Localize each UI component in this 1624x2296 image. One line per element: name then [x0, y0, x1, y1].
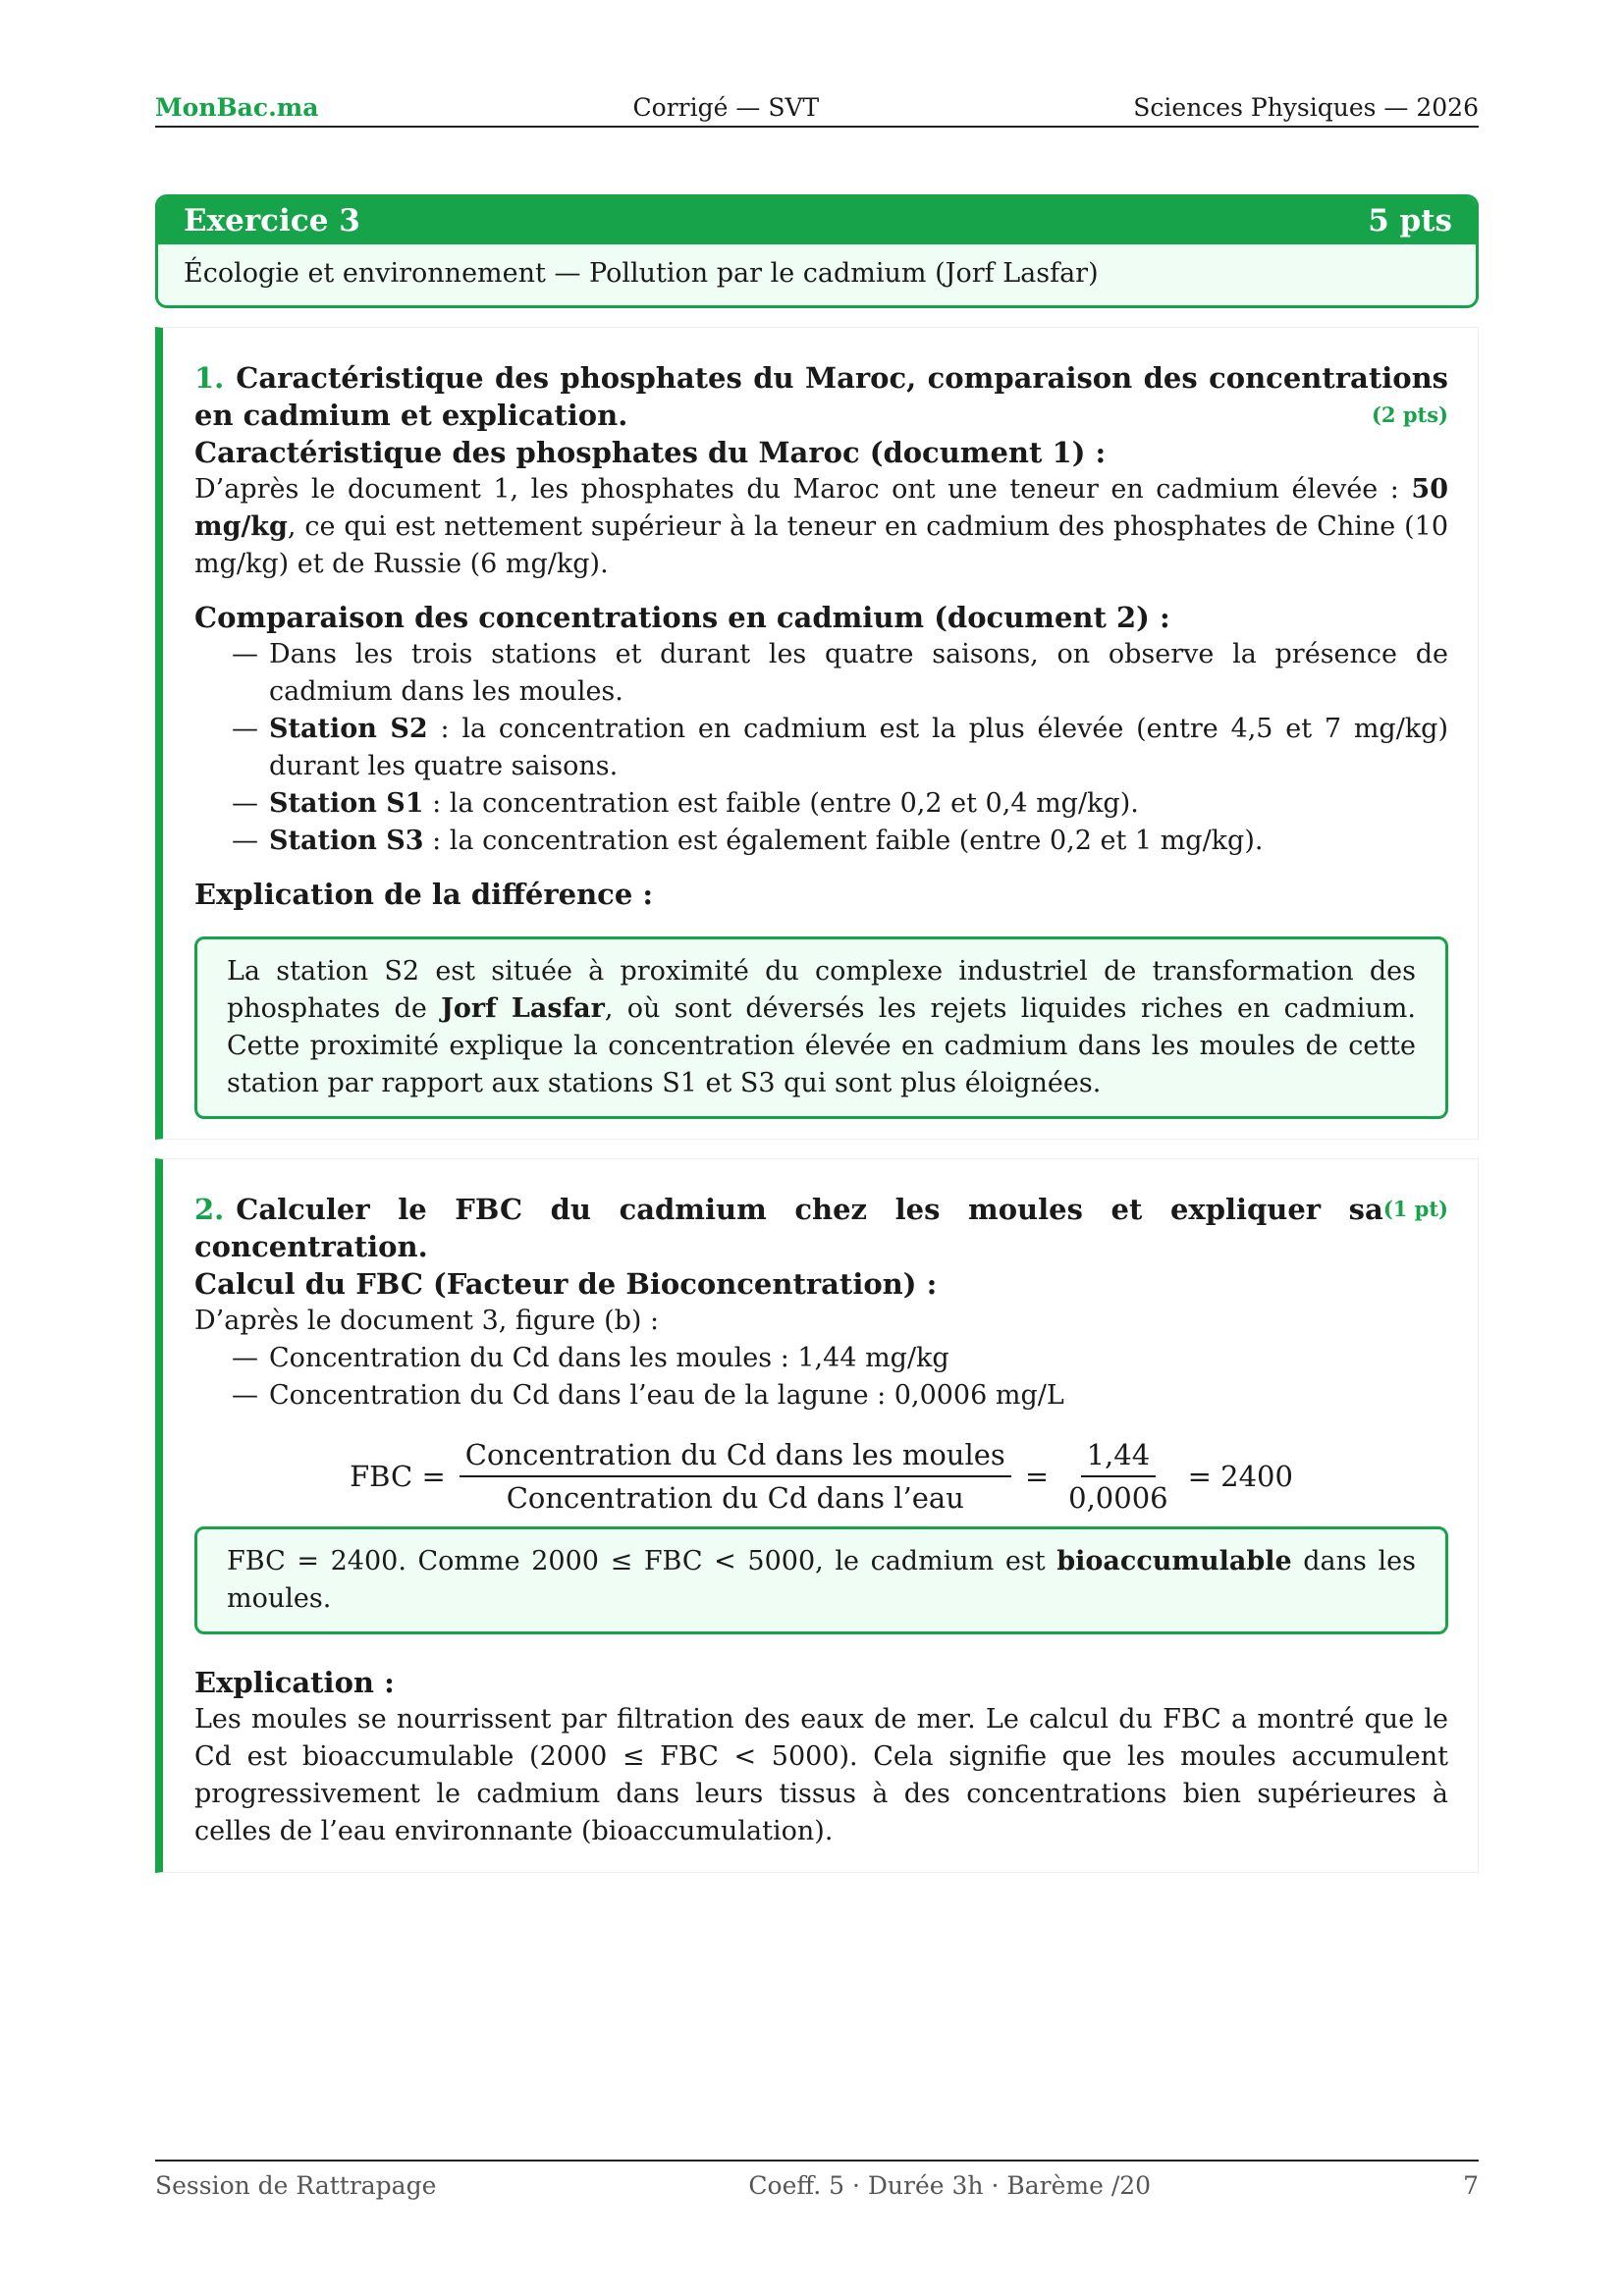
paragraph: Les moules se nourrissent par filtration des eaux de mer. Le calcul du FBC a montré que le Cd est bioaccumulable (2000 ≤ FBC < 5000). Cela signifie que les moules accumulent progressivement le cadmium dans leurs tissus à des concentrations bien supérieures à celles de l’eau environnante (bioaccumulation). — [194, 1704, 1448, 1846]
exercise-points: 5 pts — [1368, 203, 1452, 239]
exercise-box — [155, 194, 1479, 308]
question-2-block — [155, 1158, 1479, 1873]
bullet-list — [194, 636, 1448, 860]
question-1-title — [194, 359, 1448, 434]
section-heading: Explication de la différence : — [194, 878, 654, 911]
list-item: — Station S2 : la concentration en cadmium est la plus élevée (entre 4,5 et 7 mg/kg) durant les quatre saisons. — [194, 711, 1448, 785]
exercise-title: Exercice 3 — [184, 203, 360, 239]
section-heading: Caractéristique des phosphates du Maroc (document 1) : — [194, 436, 1107, 469]
list-item: — Station S1 : la concentration est faible (entre 0,2 et 0,4 mg/kg). — [194, 785, 1448, 823]
header-subject: Corrigé — SVT — [632, 93, 820, 122]
brand-name: MonBac.ma — [155, 93, 319, 122]
bullet-list — [194, 1340, 1448, 1415]
exercise-header — [158, 197, 1476, 244]
question-points: (2 pts) — [1371, 402, 1448, 427]
section-heading: Comparaison des concentrations en cadmium (document 2) : — [194, 601, 1170, 634]
answer-box: FBC = 2400. Comme 2000 ≤ FBC < 5000, le cadmium est bioaccumulable dans les moules. — [194, 1526, 1448, 1634]
question-text: Caractéristique des phosphates du Maroc, comparaison des concentrations en cadmium et explication. — [194, 361, 1448, 432]
question-number: 2. — [194, 1193, 225, 1226]
question-number: 1. — [194, 361, 225, 395]
page-number: 7 — [1463, 2171, 1479, 2200]
page-header — [155, 88, 1479, 128]
list-item: — Concentration du Cd dans l’eau de la lagune : 0,0006 mg/L — [194, 1377, 1448, 1415]
paragraph: D’après le document 1, les phosphates du Maroc ont une teneur en cadmium élevée : 50 mg/kg, ce qui est nettement supérieur à la teneur en cadmium des phosphates de Chine (10 mg/kg) et de Russie (6 mg/kg). — [194, 474, 1448, 579]
paragraph: D’après le document 3, figure (b) : — [194, 1306, 660, 1336]
list-item: — Dans les trois stations et durant les quatre saisons, on observe la présence de cadmium dans les moules. — [194, 636, 1448, 711]
answer-box: La station S2 est située à proximité du complexe industriel de transformation des phosphates de Jorf Lasfar, où sont déversés les rejets liquides riches en cadmium. Cette proximité explique la concentration élevée en cadmium dans les moules de cette station par rapport aux stations S1 et S3 qui sont plus éloignées. — [194, 936, 1448, 1119]
section-heading: Calcul du FBC (Facteur de Bioconcentration) : — [194, 1267, 938, 1301]
question-points: (1 pt) — [1382, 1197, 1448, 1221]
list-item: — Concentration du Cd dans les moules : 1,44 mg/kg — [194, 1340, 1448, 1377]
footer-session: Session de Rattrapage — [155, 2171, 437, 2200]
fbc-formula: FBC = $\frac{\text{Concentration du Cd dans les moules}}{\text{Concentration du Cd dans l’eau}}$ = $\frac{1,44}{0,0006}$ = 2400 — [350, 1438, 1293, 1515]
question-1-block — [155, 327, 1479, 1140]
question-text: Calculer le FBC du cadmium chez les moules et expliquer sa concentration. — [194, 1193, 1383, 1263]
footer-info: Coeff. 5 · Durée 3h · Barème /20 — [748, 2171, 1152, 2200]
exercise-subtitle: Écologie et environnement — Pollution par le cadmium (Jorf Lasfar) — [184, 258, 1099, 289]
page-footer — [155, 2160, 1479, 2200]
header-section: Sciences Physiques — 2026 — [1133, 93, 1479, 122]
question-2-title — [194, 1191, 1448, 1265]
list-item: — Station S3 : la concentration est également faible (entre 0,2 et 1 mg/kg). — [194, 823, 1448, 860]
section-heading: Explication : — [194, 1666, 395, 1699]
